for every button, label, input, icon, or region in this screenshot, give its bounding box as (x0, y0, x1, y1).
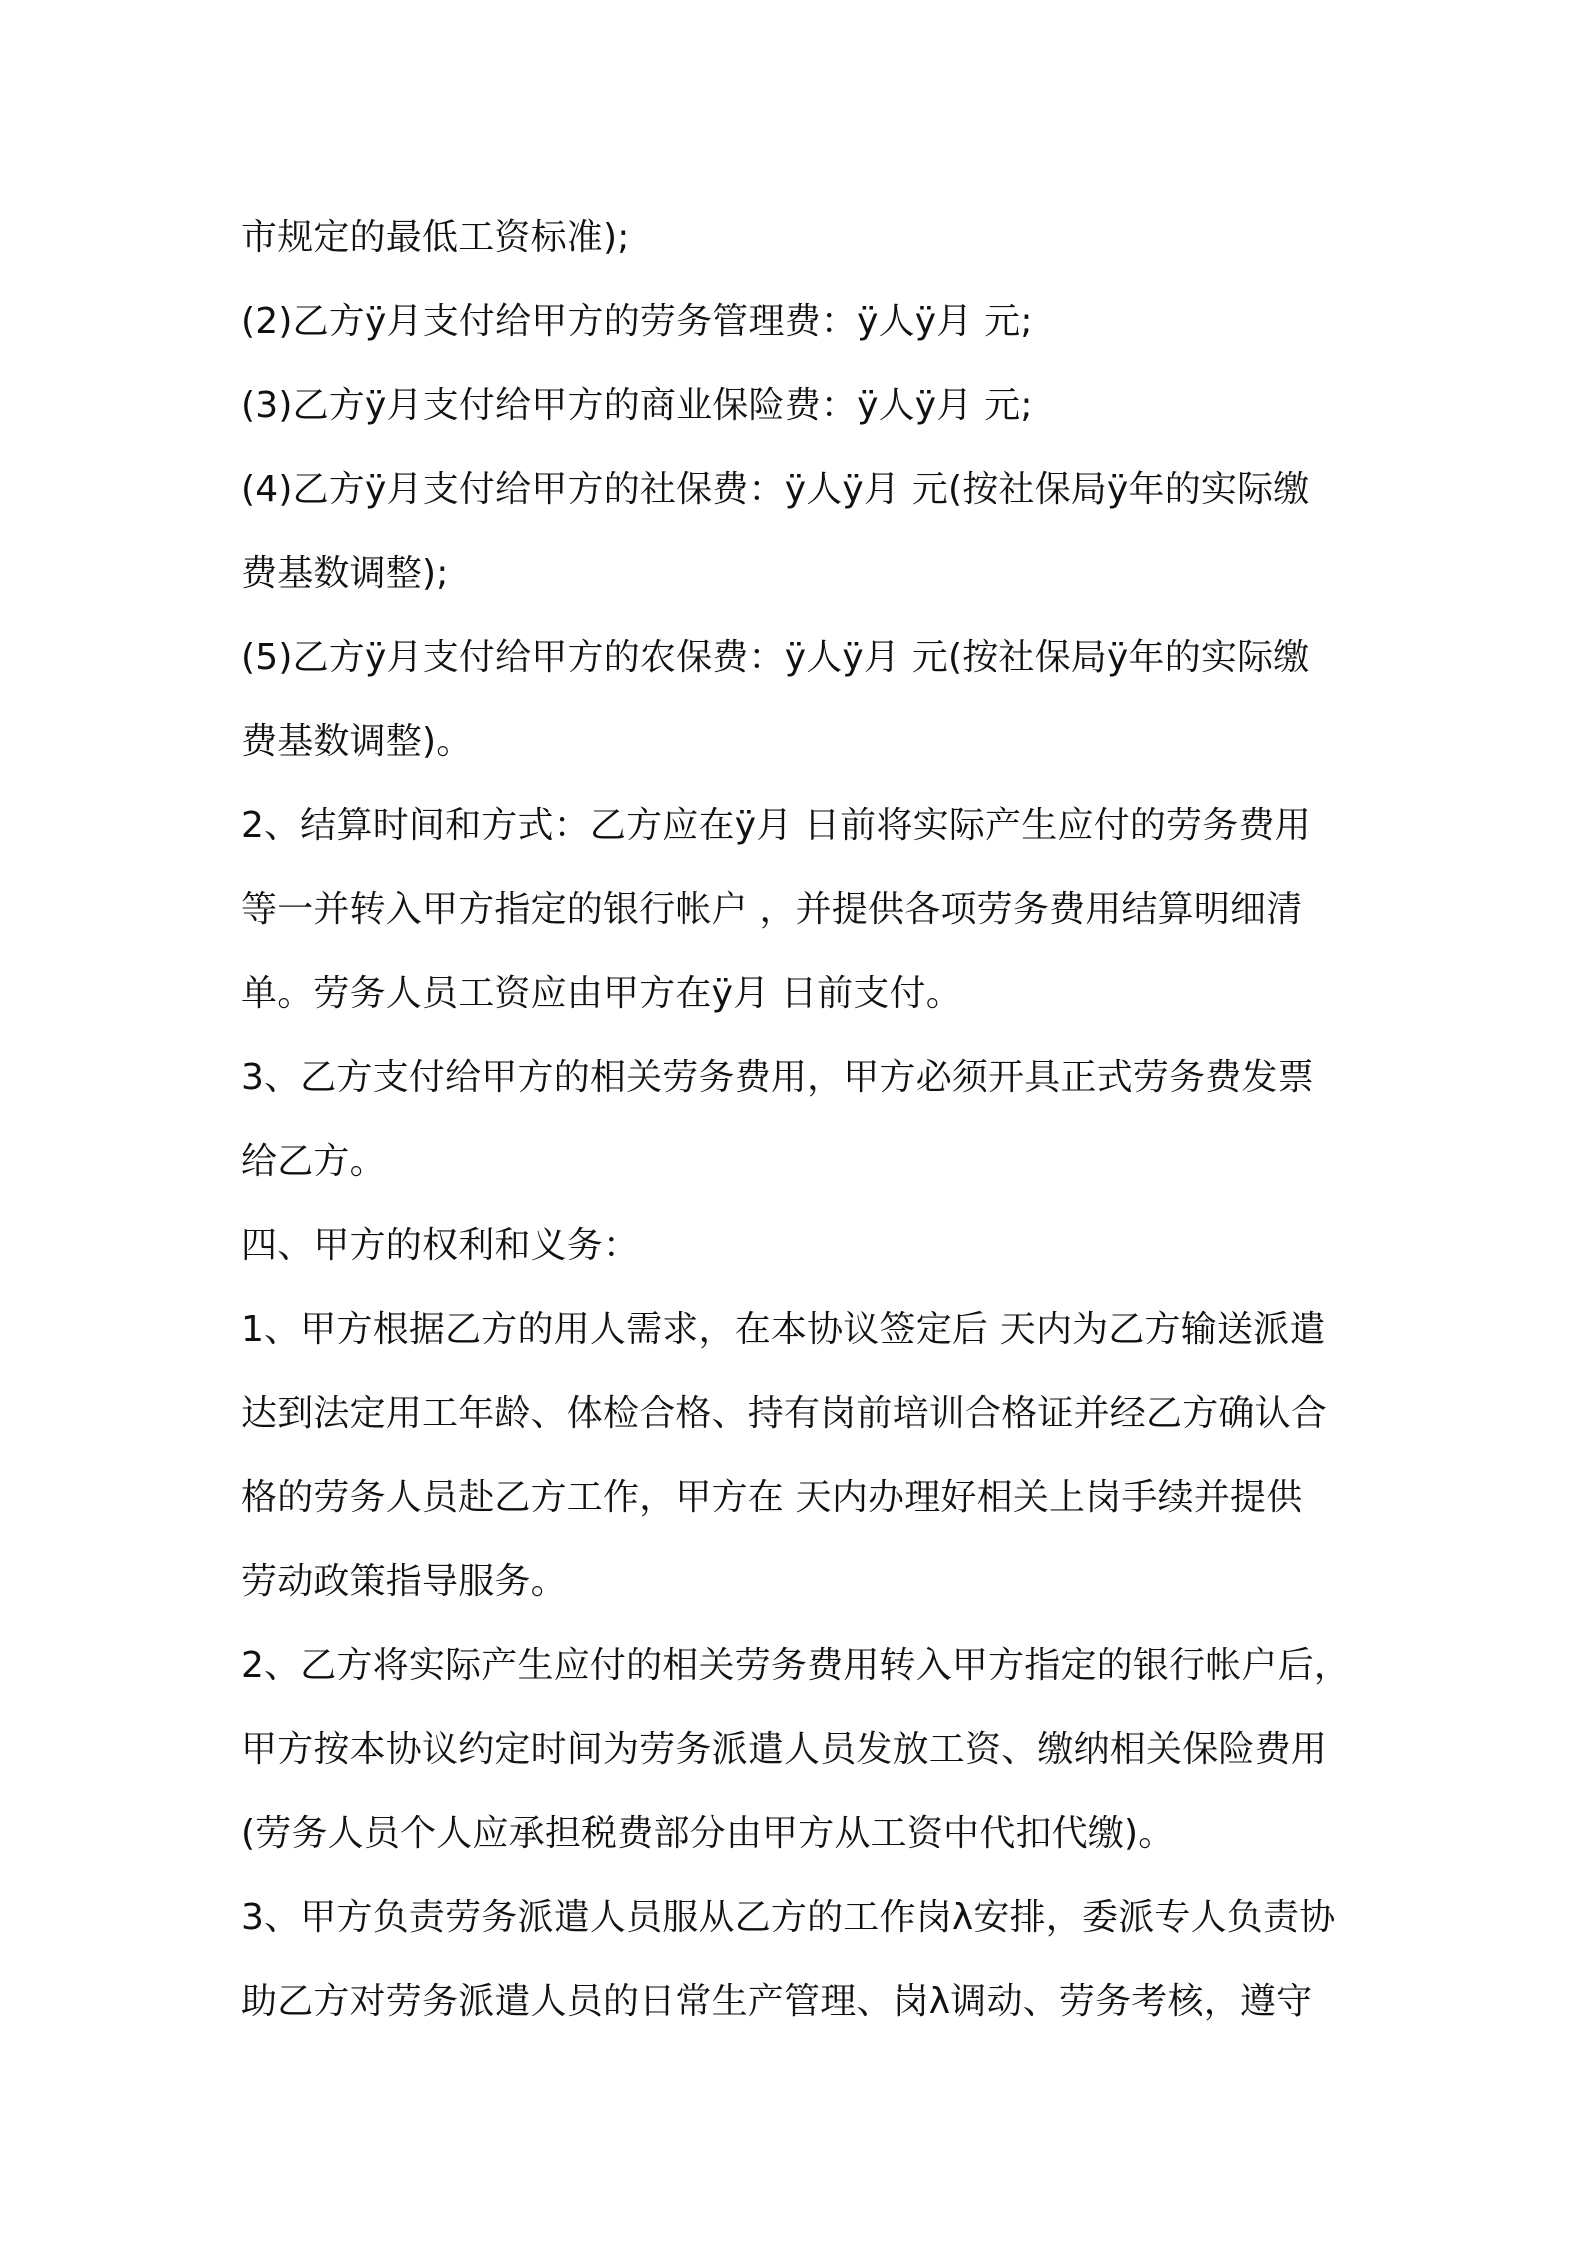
text-line: 2、结算时间和方式：乙方应在ÿ月 日前将实际产生应付的劳务费用 (241, 805, 1311, 846)
text-line: 给乙方。 (241, 1141, 386, 1182)
text-line: 格的劳务人员赴乙方工作，甲方在 天内办理好相关上岗手续并提供 (241, 1477, 1303, 1518)
text-line: 费基数调整); (241, 553, 449, 594)
document-body (241, 196, 1366, 2044)
text-line: (3)乙方ÿ月支付给甲方的商业保险费：ÿ人ÿ月 元; (241, 385, 1033, 426)
text-line: 3、甲方负责劳务派遣人员服从乙方的工作岗λ安排，委派专人负责协 (241, 1897, 1336, 1938)
text-line: 助乙方对劳务派遣人员的日常生产管理、岗λ调动、劳务考核，遵守 (241, 1981, 1313, 2022)
text-line: 劳动政策指导服务。 (241, 1561, 567, 1602)
text-line: 等一并转入甲方指定的银行帐户 ，并提供各项劳务费用结算明细清 (241, 889, 1303, 930)
text-line: (劳务人员个人应承担税费部分由甲方从工资中代扣代缴)。 (241, 1813, 1175, 1854)
text-line: 2、乙方将实际产生应付的相关劳务费用转入甲方指定的银行帐户后， (241, 1645, 1351, 1686)
text-line: (5)乙方ÿ月支付给甲方的农保费：ÿ人ÿ月 元(按社保局ÿ年的实际缴 (241, 637, 1310, 678)
text-line: (4)乙方ÿ月支付给甲方的社保费：ÿ人ÿ月 元(按社保局ÿ年的实际缴 (241, 469, 1310, 510)
text-line: 甲方按本协议约定时间为劳务派遣人员发放工资、缴纳相关保险费用 (241, 1729, 1328, 1770)
text-line: 3、乙方支付给甲方的相关劳务费用，甲方必须开具正式劳务费发票 (241, 1057, 1314, 1098)
text-line: 市规定的最低工资标准); (241, 217, 630, 258)
section-heading: 四、甲方的权利和义务： (241, 1225, 640, 1266)
text-line: (2)乙方ÿ月支付给甲方的劳务管理费：ÿ人ÿ月 元; (241, 301, 1033, 342)
text-line: 单。劳务人员工资应由甲方在ÿ月 日前支付。 (241, 973, 962, 1014)
text-line: 达到法定用工年龄、体检合格、持有岗前培训合格证并经乙方确认合 (241, 1393, 1328, 1434)
text-line: 1、甲方根据乙方的用人需求，在本协议签定后 天内为乙方输送派遣 (241, 1309, 1326, 1350)
text-line: 费基数调整)。 (241, 721, 473, 762)
